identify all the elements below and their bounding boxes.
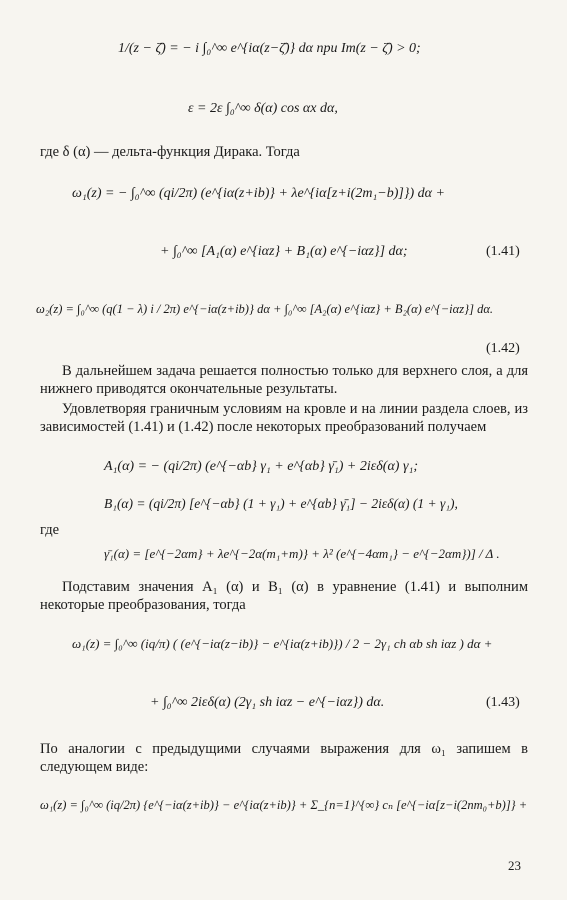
equation-omega1-part1: ω₁(z) = − ∫₀^∞ (qi/2π) (e^{iα(z+ib)} + λe^{iα[z+i(2m₁−b)]}) dα + bbox=[72, 186, 445, 201]
equation-B1: B₁(α) = (qi/2π) [e^{−αb} (1 + γ₁) + e^{αb} γ̄₁] − 2iεδ(α) (1 + γ₁), bbox=[104, 496, 458, 511]
equation-cauchy-integral: 1/(z − ζ̄) = − i ∫₀^∞ e^{iα(z−ζ̄)} dα при Im(z − ζ̄) > 0; bbox=[118, 41, 421, 56]
equation-omega1-part2: + ∫₀^∞ [A₁(α) e^{iαz} + B₁(α) e^{−iαz}] dα; bbox=[160, 244, 408, 259]
equation-A1: A₁(α) = − (qi/2π) (e^{−αb} γ₁ + e^{αb} γ̄₁) + 2iεδ(α) γ₁; bbox=[104, 459, 419, 474]
gde-label: где bbox=[40, 522, 60, 538]
equation-epsilon: ε = 2ε ∫₀^∞ δ(α) cos αx dα, bbox=[188, 101, 338, 116]
equation-number-1-41: (1.41) bbox=[486, 244, 520, 259]
equation-omega2: ω₂(z) = ∫₀^∞ (q(1 − λ) i / 2π) e^{−iα(z+ib)} dα + ∫₀^∞ [A₂(α) e^{iαz} + B₂(α) e^{−iαz}] dα. bbox=[36, 302, 494, 316]
paragraph-upper-layer: В дальнейшем задача решается полностью только для верхнего слоя, а для нижнего приводятся окончательные результаты. bbox=[40, 363, 528, 398]
paragraph-boundary-conditions: Удовлетворяя граничным условиям на кровле и на линии раздела слоев, из зависимостей (1.41) и (1.42) после некоторых преобразований получаем bbox=[40, 401, 528, 436]
equation-number-1-43: (1.43) bbox=[486, 695, 520, 710]
equation-omega1-substituted-part1: ω₁(z) = ∫₀^∞ (iq/π) ( (e^{−iα(z−ib)} − e^{iα(z+ib)}) / 2 − 2γ₁ ch αb sh iαz ) dα + bbox=[72, 636, 493, 651]
equation-gamma1-bar: γ̄₁(α) = [e^{−2αm} + λe^{−2α(m₁+m)} + λ² (e^{−4αm₁} − e^{−2αm})] / Δ . bbox=[104, 546, 500, 561]
page-number: 23 bbox=[508, 858, 521, 873]
paragraph-analogy: По аналогии с предыдущими случаями выражения для ω₁ запишем в следующем виде: bbox=[40, 741, 528, 776]
paragraph-substitution: Подставим значения A₁ (α) и B₁ (α) в уравнение (1.41) и выполним некоторые преобразования, тогда bbox=[40, 579, 528, 614]
equation-omega1-substituted-part2: + ∫₀^∞ 2iεδ(α) (2γ₁ sh iαz − e^{−iαz}) dα. bbox=[150, 695, 385, 710]
equation-number-1-42: (1.42) bbox=[486, 341, 520, 356]
equation-omega1-series: ω₁(z) = ∫₀^∞ (iq/2π) {e^{−iα(z+ib)} − e^{iα(z+ib)} + Σ_{n=1}^{∞} cₙ [e^{−iα[z−i(2nm₀+b)]} + bbox=[40, 798, 528, 812]
dirac-text: где δ (α) — дельта-функция Дирака. Тогда bbox=[40, 144, 300, 160]
